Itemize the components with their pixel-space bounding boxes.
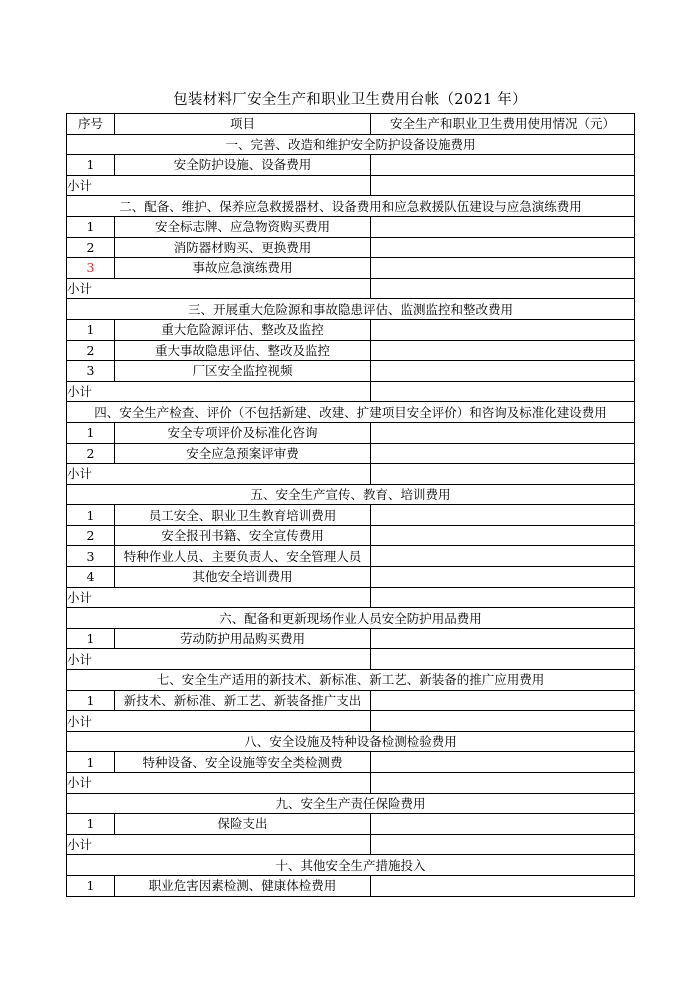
- item-amount-cell: [371, 814, 635, 835]
- header-row: [67, 114, 635, 135]
- item-number: 2: [67, 237, 115, 258]
- subtotal-row: [67, 587, 635, 608]
- item-name: 职业危害因素检测、健康体检费用: [115, 875, 371, 896]
- item-row: [67, 319, 635, 340]
- subtotal-label: 小计: [67, 649, 371, 670]
- subtotal-amount-cell: [371, 834, 635, 855]
- item-name: 安全应急预案评审费: [115, 443, 371, 464]
- item-name: 安全专项评价及标准化咨询: [115, 422, 371, 443]
- item-amount-cell: [371, 525, 635, 546]
- subtotal-label: 小计: [67, 773, 371, 794]
- section-title: 七、安全生产适用的新技术、新标准、新工艺、新装备的推广应用费用: [67, 670, 635, 691]
- subtotal-label: 小计: [67, 587, 371, 608]
- item-row: [67, 258, 635, 279]
- item-amount-cell: [371, 237, 635, 258]
- item-name: 安全防护设施、设备费用: [115, 155, 371, 176]
- item-amount-cell: [371, 690, 635, 711]
- item-row: [67, 443, 635, 464]
- subtotal-label: 小计: [67, 711, 371, 732]
- item-name: 重大危险源评估、整改及监控: [115, 319, 371, 340]
- item-amount-cell: [371, 216, 635, 237]
- item-row: [67, 155, 635, 176]
- item-amount-cell: [371, 258, 635, 279]
- ledger-body: [67, 114, 635, 897]
- item-row: [67, 505, 635, 526]
- item-row: [67, 237, 635, 258]
- item-name: 保险支出: [115, 814, 371, 835]
- item-number: 1: [67, 752, 115, 773]
- item-name: 其他安全培训费用: [115, 567, 371, 588]
- item-row: [67, 628, 635, 649]
- item-amount-cell: [371, 443, 635, 464]
- section-title: 五、安全生产宣传、教育、培训费用: [67, 484, 635, 505]
- subtotal-label: 小计: [67, 464, 371, 485]
- section-header-row: [67, 299, 635, 320]
- subtotal-row: [67, 278, 635, 299]
- item-number: 4: [67, 567, 115, 588]
- item-number: 2: [67, 340, 115, 361]
- subtotal-amount-cell: [371, 278, 635, 299]
- item-name: 新技术、新标准、新工艺、新装备推广支出: [115, 690, 371, 711]
- section-header-row: [67, 196, 635, 217]
- section-header-row: [67, 608, 635, 629]
- item-number: 1: [67, 628, 115, 649]
- subtotal-amount-cell: [371, 464, 635, 485]
- item-name: 劳动防护用品购买费用: [115, 628, 371, 649]
- section-header-row: [67, 670, 635, 691]
- item-amount-cell: [371, 628, 635, 649]
- item-amount-cell: [371, 567, 635, 588]
- item-number: 1: [67, 875, 115, 896]
- header-amount: 安全生产和职业卫生费用使用情况（元）: [371, 114, 635, 135]
- subtotal-amount-cell: [371, 381, 635, 402]
- subtotal-amount-cell: [371, 773, 635, 794]
- page-title: 包装材料厂安全生产和职业卫生费用台帐（2021 年）: [173, 92, 527, 108]
- section-header-row: [67, 855, 635, 876]
- subtotal-label: 小计: [67, 175, 371, 196]
- item-number: 2: [67, 525, 115, 546]
- item-name: 重大事故隐患评估、整改及监控: [115, 340, 371, 361]
- header-item: 项目: [115, 114, 371, 135]
- item-name: 安全报刊书籍、安全宣传费用: [115, 525, 371, 546]
- item-number: 3: [67, 258, 115, 279]
- item-row: [67, 422, 635, 443]
- item-number: 1: [67, 216, 115, 237]
- item-name: 特种设备、安全设施等安全类检测费: [115, 752, 371, 773]
- subtotal-amount-cell: [371, 649, 635, 670]
- subtotal-label: 小计: [67, 381, 371, 402]
- subtotal-row: [67, 175, 635, 196]
- item-number: 2: [67, 443, 115, 464]
- subtotal-row: [67, 773, 635, 794]
- section-title: 二、配备、维护、保养应急救援器材、设备费用和应急救援队伍建设与应急演练费用: [67, 196, 635, 217]
- item-amount-cell: [371, 361, 635, 382]
- subtotal-row: [67, 649, 635, 670]
- item-amount-cell: [371, 752, 635, 773]
- item-name: 消防器材购买、更换费用: [115, 237, 371, 258]
- item-name: 员工安全、职业卫生教育培训费用: [115, 505, 371, 526]
- item-row: [67, 361, 635, 382]
- item-number: 3: [67, 361, 115, 382]
- section-title: 一、完善、改造和维护安全防护设备设施费用: [67, 134, 635, 155]
- section-title: 九、安全生产责任保险费用: [67, 793, 635, 814]
- subtotal-row: [67, 381, 635, 402]
- item-number: 1: [67, 319, 115, 340]
- item-amount-cell: [371, 875, 635, 896]
- section-header-row: [67, 793, 635, 814]
- subtotal-amount-cell: [371, 175, 635, 196]
- item-amount-cell: [371, 340, 635, 361]
- subtotal-amount-cell: [371, 587, 635, 608]
- item-number: 1: [67, 422, 115, 443]
- item-row: [67, 525, 635, 546]
- subtotal-row: [67, 711, 635, 732]
- subtotal-label: 小计: [67, 834, 371, 855]
- item-name: 事故应急演练费用: [115, 258, 371, 279]
- item-row: [67, 875, 635, 896]
- section-title: 十、其他安全生产措施投入: [67, 855, 635, 876]
- section-header-row: [67, 484, 635, 505]
- item-number: 1: [67, 155, 115, 176]
- item-row: [67, 546, 635, 567]
- section-title: 六、配备和更新现场作业人员安全防护用品费用: [67, 608, 635, 629]
- item-number: 1: [67, 505, 115, 526]
- subtotal-row: [67, 834, 635, 855]
- item-amount-cell: [371, 155, 635, 176]
- item-row: [67, 340, 635, 361]
- item-amount-cell: [371, 319, 635, 340]
- expense-ledger-table: [66, 113, 635, 897]
- item-number: 1: [67, 690, 115, 711]
- item-row: [67, 216, 635, 237]
- item-amount-cell: [371, 422, 635, 443]
- item-row: [67, 752, 635, 773]
- header-no: 序号: [67, 114, 115, 135]
- item-row: [67, 690, 635, 711]
- subtotal-row: [67, 464, 635, 485]
- subtotal-amount-cell: [371, 711, 635, 732]
- section-title: 八、安全设施及特种设备检测检验费用: [67, 731, 635, 752]
- item-amount-cell: [371, 505, 635, 526]
- subtotal-label: 小计: [67, 278, 371, 299]
- item-row: [67, 814, 635, 835]
- section-header-row: [67, 134, 635, 155]
- section-title: 四、安全生产检查、评价（不包括新建、改建、扩建项目安全评价）和咨询及标准化建设费用: [67, 402, 635, 423]
- item-amount-cell: [371, 546, 635, 567]
- section-title: 三、开展重大危险源和事故隐患评估、监测监控和整改费用: [67, 299, 635, 320]
- item-number: 3: [67, 546, 115, 567]
- item-name: 特种作业人员、主要负责人、安全管理人员: [115, 546, 371, 567]
- item-name: 厂区安全监控视频: [115, 361, 371, 382]
- item-row: [67, 567, 635, 588]
- section-header-row: [67, 402, 635, 423]
- item-number: 1: [67, 814, 115, 835]
- section-header-row: [67, 731, 635, 752]
- item-name: 安全标志牌、应急物资购买费用: [115, 216, 371, 237]
